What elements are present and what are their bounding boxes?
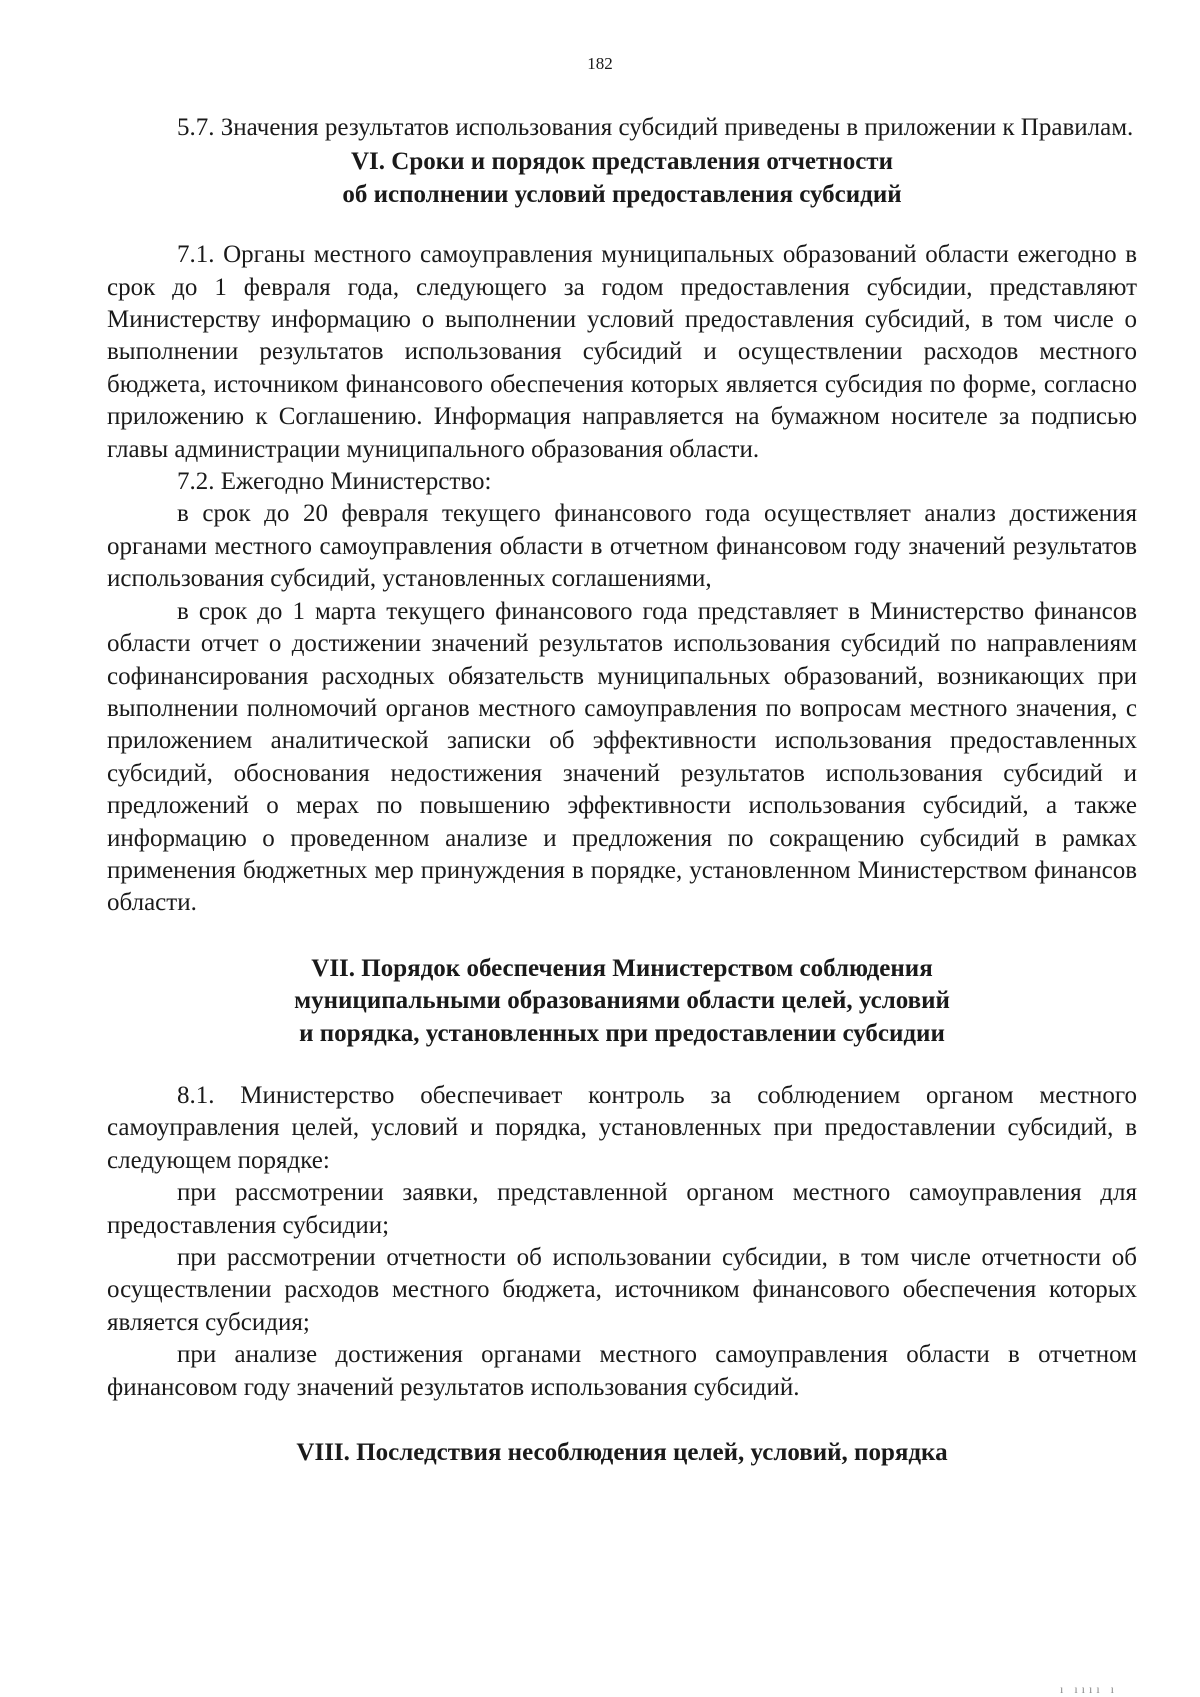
page-content [107,112,1137,1469]
section-vi-heading [107,146,1137,211]
paragraph-8-1: 8.1. Министерство обеспечивает контроль за соблюдением органом местного самоуправления целей, условий и порядка, установленных при предоставлении субсидий, в следующем порядке: [107,1081,1137,1174]
paragraph-8-1-item-b: при рассмотрении отчетности об использовании субсидии, в том числе отчетности об осуществлении расходов местного бюджета, источником финансового обеспечения которых является субсидия; [107,1244,1137,1336]
paragraph-7-2: 7.2. Ежегодно Министерство: [177,468,492,496]
page-number: 182 [587,54,613,73]
paragraph-7-1: 7.1. Органы местного самоуправления муниципальных образований области ежегодно в срок до 1 февраля года, следующего за годом предоставления субсидии, представляют Министерству информацию о выполнении условий предоставления субсидий, в том числе о выполнении результатов использования субсидий и осуществлении расходов местного бюджета, источником финансового обеспечения которых является субсидия по форме, согласно приложению к Соглашению. Информация направляется на бумажном носителе за подписью главы администрации муниципального образования области. [107,241,1137,463]
paragraph-8-1-item-a: при рассмотрении заявки, представленной органом местного самоуправления для предоставления субсидии; [107,1179,1137,1239]
section-vii-title-line-1: VII. Порядок обеспечения Министерством соблюдения [311,954,933,982]
paragraph-5-7: 5.7. Значения результатов использования субсидий приведены в приложении к Правилам. [177,114,1134,141]
section-viii-title-line-1: VIII. Последствия несоблюдения целей, условий, порядка [296,1439,948,1467]
section-vii-title-line-2: муниципальными образованиями области целей, условий [294,987,950,1015]
paragraph-7-2-item-b: в срок до 1 марта текущего финансового года представляет в Министерство финансов области отчет о достижении значений результатов использования субсидий по направлениям софинансирования расходных обязательств муниципальных образований, возникающих при выполнении полномочий органов местного самоуправления по вопросам местного значения, с приложением аналитической записки об эффективности использования предоставленных субсидий, обоснования недостижения значений результатов использования субсидий и предложений о мерах по повышению эффективности использования субсидий, а также информацию о проведенном анализе и предложения по сокращению субсидий в рамках применения бюджетных мер принуждения в порядке, установленном Министерством финансов области. [107,597,1137,917]
paragraph-8-1-item-c: при анализе достижения органами местного самоуправления области в отчетном финансовом году значений результатов использования субсидий. [107,1341,1137,1401]
section-vii-heading [107,953,1137,1050]
section-vii-title-line-3: и порядка, установленных при предоставлении субсидии [299,1019,945,1047]
section-vi-title-line-1: VI. Сроки и порядок представления отчетности [351,148,893,176]
scan-artifact-marks: ı ıııı ı [1060,1682,1119,1696]
section-viii-heading [107,1437,1137,1469]
section-vi-title-line-2: об исполнении условий предоставления субсидий [342,180,902,208]
paragraph-7-2-item-a: в срок до 20 февраля текущего финансового года осуществляет анализ достижения органами местного самоуправления области в отчетном финансовом году значений результатов использования субсидий, установленных соглашениями, [107,500,1137,593]
